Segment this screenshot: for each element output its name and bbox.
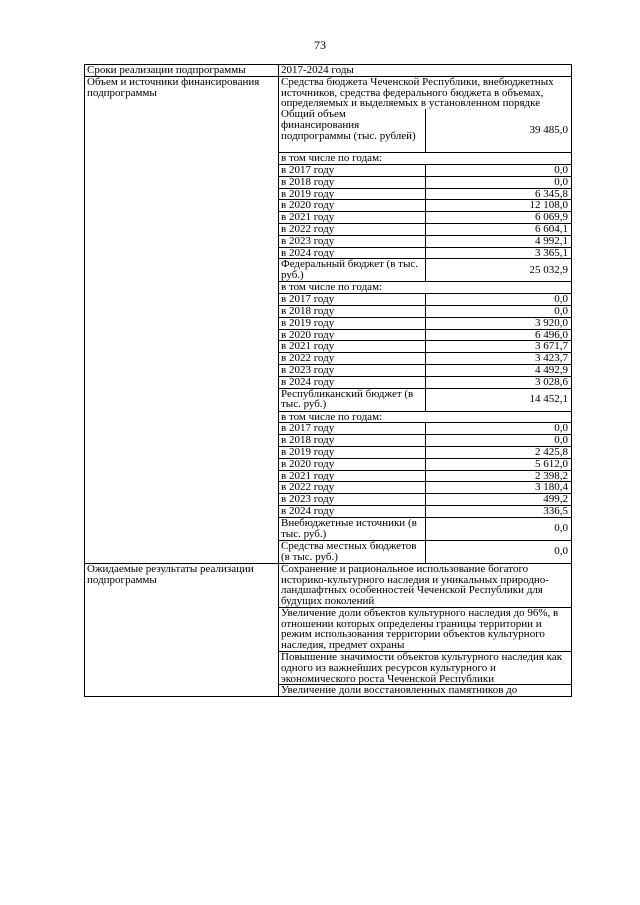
republic-years-row-label: в 2020 году [279, 458, 425, 470]
total-years-row-label: в 2024 году [279, 247, 425, 259]
federal-years-row [279, 364, 571, 376]
passport-table [84, 64, 572, 697]
local-budget-value: 0,0 [554, 545, 568, 558]
republic-years-row-label: в 2024 году [279, 505, 425, 517]
total-years-row-label: в 2017 году [279, 164, 425, 176]
republic-years-row [279, 458, 571, 470]
republic-years-row [279, 494, 571, 506]
republic-years-row-value: 2 425,8 [425, 446, 571, 458]
federal-years-row-value: 0,0 [425, 305, 571, 317]
federal-years-row-label: в 2018 году [279, 305, 425, 317]
results-row [85, 563, 572, 697]
extra-budget-value: 0,0 [425, 517, 571, 540]
result-item [279, 607, 571, 651]
total-years-row [279, 200, 571, 212]
total-years-row [279, 235, 571, 247]
total-years-row-label: в 2019 году [279, 188, 425, 200]
result-item [279, 564, 571, 608]
extra-budget-label: Внебюджетные источники (в тыс. руб.) [279, 517, 425, 540]
total-years-row-label: в 2022 году [279, 223, 425, 235]
results-table [279, 564, 571, 697]
federal-years-row-value: 4 492,9 [425, 364, 571, 376]
total-years-row-value: 0,0 [425, 164, 571, 176]
timeline-row [85, 65, 572, 77]
total-years-heading [279, 153, 571, 165]
federal-years-row [279, 376, 571, 388]
financing-content [279, 76, 572, 563]
federal-budget [279, 259, 571, 282]
federal-budget-value: 25 032,9 [425, 259, 571, 282]
federal-years-row-label: в 2017 году [279, 294, 425, 306]
republic-budget-label: Республиканский бюджет (в тыс. руб.) [279, 388, 425, 411]
result-item-text: Увеличение доли объектов культурного наследия до 96%, в отношении которых определены границы территории и режим использования территории объектов культурного наследия, предмет охраны [279, 607, 571, 651]
republic-years-row [279, 482, 571, 494]
total-years-row-value: 6 604,1 [425, 223, 571, 235]
total-years-row [279, 188, 571, 200]
federal-years-row-value: 6 496,0 [425, 329, 571, 341]
federal-years-row-label: в 2024 году [279, 376, 425, 388]
federal-years-row-label: в 2023 году [279, 364, 425, 376]
republic-years-row-value: 2 398,2 [425, 470, 571, 482]
financing-row [85, 76, 572, 563]
republic-budget-value: 14 452,1 [425, 388, 571, 411]
republic-years-row [279, 470, 571, 482]
total-years-row [279, 164, 571, 176]
total-years-row [279, 223, 571, 235]
federal-years-row-label: в 2021 году [279, 341, 425, 353]
total-years-row-label: в 2018 году [279, 176, 425, 188]
federal-budget-label: Федеральный бюджет (в тыс. руб.) [279, 259, 425, 282]
total-years-row [279, 212, 571, 224]
results-content [279, 563, 572, 697]
republic-years-row-label: в 2019 году [279, 446, 425, 458]
total-years-row-label: в 2020 году [279, 200, 425, 212]
financing-table [279, 77, 571, 563]
total-years-row-value: 0,0 [425, 176, 571, 188]
republic-years-row-value: 499,2 [425, 494, 571, 506]
result-item [279, 652, 571, 685]
republic-years-row [279, 435, 571, 447]
total-years-row-value: 4 992,1 [425, 235, 571, 247]
total-years-row [279, 247, 571, 259]
total-years-heading-text: в том числе по годам: [279, 153, 571, 165]
republic-years-row-label: в 2022 году [279, 482, 425, 494]
federal-years-row-label: в 2020 году [279, 329, 425, 341]
federal-years-heading-text: в том числе по годам: [279, 282, 571, 294]
republic-years-heading-text: в том числе по годам: [279, 411, 571, 423]
federal-years-row [279, 341, 571, 353]
results-label: Ожидаемые результаты реализации подпрограммы [85, 563, 279, 697]
federal-years-row-label: в 2019 году [279, 317, 425, 329]
federal-years-row-value: 3 671,7 [425, 341, 571, 353]
local-budget [279, 540, 571, 563]
republic-years-row-value: 336,5 [425, 505, 571, 517]
federal-years-row-value: 3 028,6 [425, 376, 571, 388]
republic-years-row [279, 505, 571, 517]
federal-years-row-value: 0,0 [425, 294, 571, 306]
republic-years-row-label: в 2017 году [279, 423, 425, 435]
timeline-label: Сроки реализации подпрограммы [85, 65, 279, 77]
total-years-row-label: в 2021 году [279, 212, 425, 224]
financing-intro: Средства бюджета Чеченской Республики, внебюджетных источников, средства федерального бюджета в объемах, определяемых и выделяемых в установленном порядке [281, 75, 554, 110]
total-years-row [279, 176, 571, 188]
result-item-text: Повышение значимости объектов культурного наследия как одного из важнейших ресурсов культурного и экономического роста Чеченской Республики [279, 652, 571, 685]
federal-years-row [279, 294, 571, 306]
timeline-value: 2017-2024 годы [279, 65, 572, 77]
republic-budget [279, 388, 571, 411]
financing-label: Объем и источники финансирования подпрограммы [85, 76, 279, 563]
republic-years-row-value: 3 180,4 [425, 482, 571, 494]
total-years-row-label: в 2023 году [279, 235, 425, 247]
republic-years-row-label: в 2023 году [279, 494, 425, 506]
result-item [279, 685, 571, 696]
total-financing-label: Общий объем финансирования подпрограммы (тыс. рублей) [279, 109, 425, 153]
total-years-row-value: 12 108,0 [425, 200, 571, 212]
total-years-row-value: 6 345,8 [425, 188, 571, 200]
total-years-row-value: 3 365,1 [425, 247, 571, 259]
total-years-row-value: 6 069,9 [425, 212, 571, 224]
result-item-text: Увеличение доли восстановленных памятников до [281, 684, 518, 697]
local-budget-label: Средства местных бюджетов (в тыс. руб.) [279, 540, 425, 563]
federal-years-heading [279, 282, 571, 294]
page-number: 73 [314, 38, 326, 52]
republic-years-row-label: в 2021 году [279, 470, 425, 482]
republic-years-row [279, 446, 571, 458]
federal-years-row [279, 317, 571, 329]
federal-years-row [279, 353, 571, 365]
republic-years-row-value: 0,0 [425, 423, 571, 435]
republic-years-row-label: в 2018 году [279, 435, 425, 447]
federal-years-row-label: в 2022 году [279, 353, 425, 365]
federal-years-row-value: 3 423,7 [425, 353, 571, 365]
federal-years-row [279, 329, 571, 341]
federal-years-row [279, 305, 571, 317]
total-financing [279, 109, 571, 153]
total-financing-value: 39 485,0 [425, 109, 571, 153]
federal-years-row-value: 3 920,0 [425, 317, 571, 329]
republic-years-row [279, 423, 571, 435]
republic-years-heading [279, 411, 571, 423]
republic-years-row-value: 5 612,0 [425, 458, 571, 470]
republic-years-row-value: 0,0 [425, 435, 571, 447]
result-item-text: Сохранение и рациональное использование богатого историко-культурного наследия и уникальных природно-ландшафтных особенностей Чеченской Республики для будущих поколений [279, 564, 571, 608]
extra-budget [279, 517, 571, 540]
